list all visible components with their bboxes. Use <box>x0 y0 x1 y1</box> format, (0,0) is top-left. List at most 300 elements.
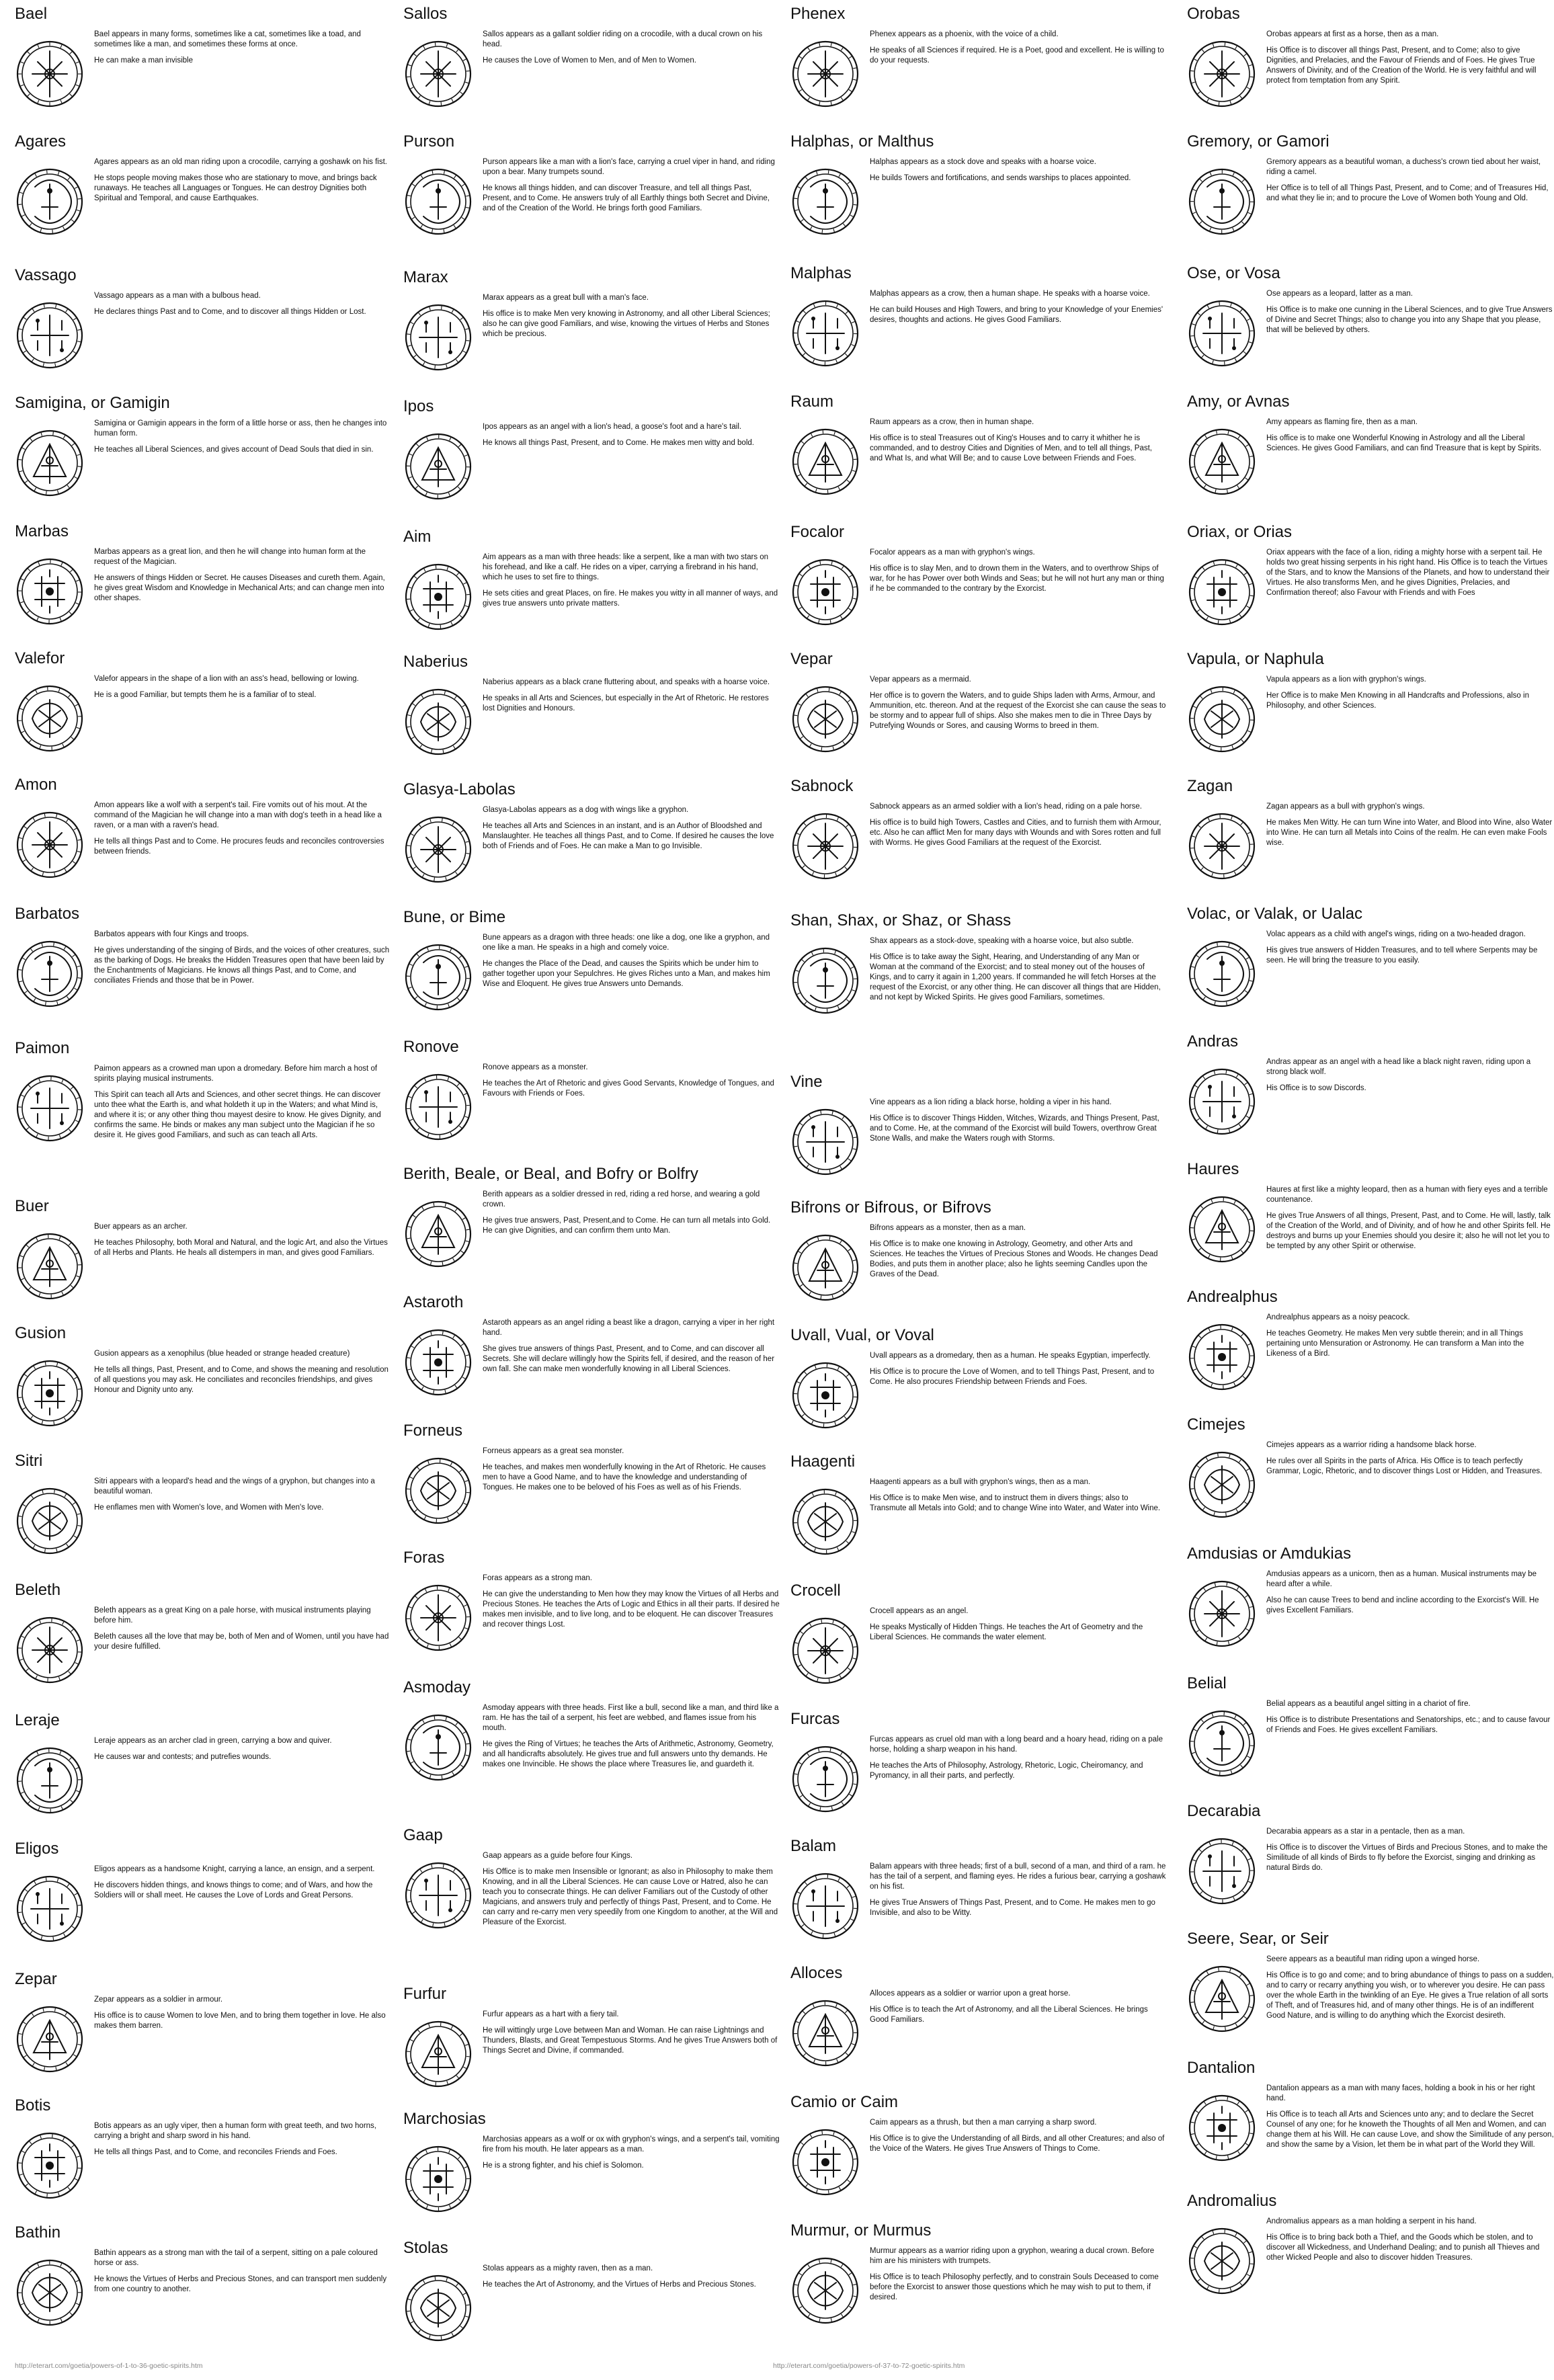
spirit-description <box>870 417 1167 464</box>
seal-icon <box>790 946 860 1016</box>
spirit-description <box>94 291 391 317</box>
seal-icon <box>1187 1836 1257 1906</box>
spirit-name: Stolas <box>403 2239 448 2257</box>
description-paragraph: Asmoday appears with three heads. First like a bull, second like a man, and third like a ram. He has the tail of a serpent, his feet are webbed, and flames issue from his mouth. <box>483 1704 779 1732</box>
spirit-name: Amy, or Avnas <box>1187 393 1290 411</box>
description-paragraph: His Office is to go and come; and to bring abundance of things to pass on a sudden, and to carry or recarry anything you wish, or to wherever you desire. He can pass over the whole Earth in the twinkling of an Eye. He gives a True relation of all sorts of Theft, and of Treasures hid, and of many other things. He is of an indifferent Good Nature, and is willing to do anything which the Exorcist desireth. <box>1266 1971 1554 2020</box>
spirit-name: Barbatos <box>15 905 80 923</box>
description-paragraph: Also he can cause Trees to bend and incline according to the Exorcist's Will. He gives Excellent Familiars. <box>1266 1596 1539 1614</box>
spirit-entry <box>790 1072 1167 1150</box>
spirit-name: Alloces <box>790 1964 843 1982</box>
spirit-entry <box>790 1963 1167 2031</box>
spirit-name: Camio or Caim <box>790 2093 899 2111</box>
spirit-entry <box>790 1709 1167 1787</box>
description-paragraph: His Office is to teach all Arts and Sciences unto any; and to declare the Secret Counsel of any one; for he knoweth the Thoughts of all Men and Women, and can change them at his Will. He can cause Love, and show the Similitude of any person, and show the same by a Vision, let them be in what part of the World they Will. <box>1266 2110 1554 2149</box>
description-paragraph: Glasya-Labolas appears as a dog with wings like a gryphon. <box>483 806 689 814</box>
description-paragraph: He knows the Virtues of Herbs and Precious Stones, and can transport men suddenly from one country to another. <box>94 2275 387 2293</box>
spirit-description <box>870 1735 1167 1781</box>
spirit-name: Vine <box>790 1073 823 1091</box>
spirit-entry <box>403 2109 780 2177</box>
spirit-entry <box>403 1984 780 2062</box>
description-paragraph: Sitri appears with a leopard's head and the wings of a gryphon, but changes into a beautiful woman. <box>94 1477 375 1495</box>
description-paragraph: Ronove appears as a monster. <box>483 1063 588 1071</box>
description-paragraph: Marbas appears as a great lion, and then he will change into human form at the request of the Magician. <box>94 548 366 566</box>
description-paragraph: Beleth causes all the love that may be, both of Men and of Women, until you have had your desire fulfilled. <box>94 1633 389 1651</box>
seal-icon <box>403 1860 473 1930</box>
spirit-name: Gremory, or Gamori <box>1187 132 1330 151</box>
spirit-description <box>94 1477 391 1513</box>
spirit-description <box>483 2010 780 2056</box>
spirit-description <box>870 1223 1167 1280</box>
description-paragraph: Dantalion appears as a man with many faces, holding a book in his or her right hand. <box>1266 2084 1535 2102</box>
description-paragraph: He tells all things Past, and to Come, and reconciles Friends and Foes. <box>94 2148 337 2156</box>
description-paragraph: He enflames men with Women's love, and Women with Men's love. <box>94 1504 324 1512</box>
spirit-description <box>1266 289 1554 335</box>
spirit-name: Vepar <box>790 650 833 668</box>
spirit-entry <box>1187 4 1554 92</box>
spirit-entry <box>1187 1159 1554 1258</box>
spirit-description <box>870 1862 1167 1918</box>
description-paragraph: He gives the Ring of Virtues; he teaches the Arts of Arithmetic, Astronomy, Geometry, and all handicrafts absolutely. He gives true and full answers unto thy demands. He makes one Invincible. He shows the place where Treasures lie, and guardeth it. <box>483 1740 774 1768</box>
description-paragraph: She gives true answers of things Past, Present, and to Come, and can discover all Secrets. She will declare willingly how the Spirits fell, if desired, and the reason of her own fall. She can make men wonderfully knowing in all Liberal Sciences. <box>483 1345 775 1373</box>
spirit-description <box>94 30 391 66</box>
spirit-name: Marax <box>403 268 448 286</box>
spirit-description <box>94 674 391 700</box>
spirit-description <box>94 1606 391 1652</box>
spirit-entry <box>15 1038 391 1147</box>
description-paragraph: Sabnock appears as an armed soldier with a lion's head, riding on a pale horse. <box>870 803 1142 811</box>
spirit-entry <box>15 2096 391 2164</box>
spirit-entry <box>15 1451 391 1519</box>
description-paragraph: Uvall appears as a dromedary, then as a human. He speaks Egyptian, imperfectly. <box>870 1352 1151 1360</box>
spirit-name: Foras <box>403 1549 445 1567</box>
description-paragraph: Beleth appears as a great King on a pale horse, with musical instruments playing before him. <box>94 1606 371 1625</box>
spirit-description <box>483 678 780 714</box>
seal-icon <box>1187 427 1257 497</box>
seal-icon <box>403 1327 473 1397</box>
spirit-description <box>870 2246 1167 2303</box>
spirit-entry <box>1187 904 1554 972</box>
spirit-name: Marbas <box>15 522 69 540</box>
spirit-description <box>870 1606 1167 1643</box>
spirit-name: Shan, Shax, or Shaz, or Shass <box>790 911 1012 930</box>
description-paragraph: His Office is to make one knowing in Astrology, Geometry, and other Arts and Sciences. He teaches the Virtues of Precious Stones and Woods. He changes Dead Bodies, and puts them in another place; also he lights seeming Candles upon the Graves of the Dead. <box>870 1240 1158 1278</box>
spirit-description <box>1266 157 1554 204</box>
spirit-entry <box>403 1164 780 1242</box>
description-paragraph: Agares appears as an old man riding upon a crocodile, carrying a goshawk on his fist. <box>94 158 387 166</box>
spirit-name: Murmur, or Murmus <box>790 2221 932 2240</box>
spirit-entry <box>1187 1415 1554 1483</box>
description-paragraph: He teaches Philosophy, both Moral and Natural, and the logic Art, and also the Virtues of all Herbs and Plants. He heals all distempers in man, and gives good Familiars. <box>94 1239 388 1257</box>
spirit-name: Agares <box>15 132 67 151</box>
seal-icon <box>403 2019 473 2089</box>
description-paragraph: Barbatos appears with four Kings and troops. <box>94 930 249 938</box>
description-paragraph: Raum appears as a crow, then in human shape. <box>870 418 1034 426</box>
description-paragraph: Amdusias appears as a unicorn, then as a human. Musical instruments may be heard after a while. <box>1266 1570 1537 1588</box>
spirit-description <box>1266 802 1554 848</box>
seal-icon <box>403 167 473 237</box>
seal-icon <box>403 687 473 757</box>
description-paragraph: Marax appears as a great bull with a man's face. <box>483 294 649 302</box>
spirit-entry <box>403 1678 780 1776</box>
description-paragraph: His Office is to distribute Presentations and Senatorships, etc.; and to cause favour of Friends and Foes. He gives excellent Familiars. <box>1266 1716 1551 1734</box>
description-paragraph: His Office is to discover all things Past, Present, and to Come; also to give Dignities, and Prelacies, and the Favour of Friends and of Foes. He gives True Answers of Divinity, and of the Creation of the World. He is very faithful and will protect from temptation from any Spirit. <box>1266 46 1537 85</box>
description-paragraph: Focalor appears as a man with gryphon's wings. <box>870 548 1035 557</box>
spirit-entry <box>15 1580 391 1658</box>
spirit-description <box>870 1098 1167 1144</box>
spirit-description <box>483 1703 780 1770</box>
spirit-entry <box>15 1839 391 1907</box>
spirit-entry <box>790 522 1167 600</box>
column-3 <box>790 0 1167 2380</box>
seal-icon <box>790 1360 860 1430</box>
seal-icon <box>1187 684 1257 754</box>
spirit-name: Halphas, or Malthus <box>790 132 934 151</box>
description-paragraph: Vine appears as a lion riding a black horse, holding a viper in his hand. <box>870 1098 1112 1106</box>
spirit-name: Volac, or Valak, or Ualac <box>1187 905 1363 923</box>
description-paragraph: He tells all things Past and to Come. He procures feuds and reconciles controversies between friends. <box>94 837 384 856</box>
seal-icon <box>403 302 473 372</box>
seal-icon <box>790 2127 860 2197</box>
seal-icon <box>1187 1067 1257 1137</box>
spirit-description <box>94 2248 391 2295</box>
spirit-entry <box>403 527 780 615</box>
description-paragraph: Bael appears in many forms, sometimes like a cat, sometimes like a toad, and sometimes like a man, and sometimes these forms at once. <box>94 30 361 48</box>
spirit-entry <box>15 132 391 210</box>
description-paragraph: Aim appears as a man with three heads: like a serpent, like a man with two stars on his forehead, and like a calf. He rides on a viper, carrying a firebrand in his hand, which he uses to set fire to things. <box>483 553 769 581</box>
seal-icon <box>790 167 860 237</box>
description-paragraph: Leraje appears as an archer clad in green, carrying a bow and quiver. <box>94 1737 332 1745</box>
description-paragraph: Her office is to govern the Waters, and to guide Ships laden with Arms, Armour, and Ammunition, etc. thereon. And at the request of the Exorcist she can cause the seas to be stormy and to appear full of ships. Also she makes men to die in Three Days by Putrefying Wounds or Sores, and causing Worms to breed in them. <box>870 692 1166 730</box>
spirit-entry <box>15 649 391 706</box>
spirit-description <box>870 1477 1167 1514</box>
description-paragraph: Paimon appears as a crowned man upon a dromedary. Before him march a host of spirits playing musical instruments. <box>94 1065 378 1083</box>
description-paragraph: Vapula appears as a lion with gryphon's wings. <box>1266 675 1426 684</box>
spirit-description <box>1266 1057 1554 1094</box>
seal-icon <box>1187 167 1257 237</box>
spirit-description <box>1266 675 1554 711</box>
seal-icon <box>403 2273 473 2343</box>
spirit-description <box>1266 1185 1554 1251</box>
spirit-entry <box>790 1325 1167 1393</box>
spirit-description <box>870 289 1167 325</box>
seal-icon <box>1187 1579 1257 1649</box>
description-paragraph: He will wittingly urge Love between Man and Woman. He can raise Lightnings and Thunders, Blasts, and Great Tempestuous Storms. And he gives True Answers both of Things Secret and Divine, if commanded. <box>483 2026 778 2055</box>
spirit-name: Astaroth <box>403 1293 464 1311</box>
spirit-name: Malphas <box>790 264 852 282</box>
seal-icon <box>403 39 473 109</box>
spirit-entry <box>1187 1674 1554 1741</box>
description-paragraph: Her Office is to tell of all Things Past, Present, and to Come; and of Treasures Hid, and what they lie in; and to procure the Love of Women both Young and Old. <box>1266 184 1549 202</box>
spirit-entry <box>15 1323 391 1401</box>
spirit-entry <box>15 1969 391 2037</box>
description-paragraph: He gives True Answers of all things, Present, Past, and to Come. He will, lastly, talk of the Creation of the World, and of Divinity, and of how he and other Spirits fell. He destroys and burns up your Enemies should you desire it; also he will not let you to be tempted by any other Spirit or otherwise. <box>1266 1212 1551 1250</box>
spirit-entry <box>1187 522 1554 604</box>
description-paragraph: Purson appears like a man with a lion's face, carrying a cruel viper in hand, and riding upon a bear. Many trumpets sound. <box>483 158 775 176</box>
seal-icon <box>15 939 85 1009</box>
description-paragraph: Decarabia appears as a star in a pentacle, then as a man. <box>1266 1828 1465 1836</box>
seal-icon <box>15 167 85 237</box>
spirit-name: Crocell <box>790 1582 841 1600</box>
spirit-entry <box>403 268 780 345</box>
spirit-description <box>94 2121 391 2158</box>
spirit-name: Purson <box>403 132 455 151</box>
spirit-name: Vapula, or Naphula <box>1187 650 1324 668</box>
spirit-description <box>870 157 1167 183</box>
description-paragraph: He speaks Mystically of Hidden Things. He teaches the Art of Geometry and the Liberal Sciences. He commands the water element. <box>870 1623 1143 1641</box>
spirit-description <box>1266 930 1554 966</box>
seal-icon <box>403 1456 473 1526</box>
seal-icon <box>1187 557 1257 627</box>
seal-icon <box>790 1998 860 2068</box>
spirit-entry <box>403 1292 780 1381</box>
spirit-entry <box>15 2223 391 2301</box>
seal-icon <box>15 428 85 498</box>
seal-icon <box>790 1744 860 1814</box>
seal-icon <box>403 562 473 632</box>
seal-icon <box>15 1746 85 1815</box>
spirit-entry <box>1187 263 1554 341</box>
seal-icon <box>1187 1322 1257 1392</box>
description-paragraph: His office is to make Men very knowing in Astronomy, and all other Liberal Sciences; also he can give good Familiars, and wise, knowing the virtues of Herbs and Stones which be precious. <box>483 310 770 338</box>
description-paragraph: He tells all things, Past, Present, and to Come, and shows the meaning and resolution of all questions you may ask. He conciliates and reconciles friendships, and gives Honour and Dignity unto any. <box>94 1366 388 1394</box>
description-paragraph: Amon appears like a wolf with a serpent's tail. Fire vomits out of his mout. At the command of the Magician he will change into a man with dog's teeth in a head like a raven, or a man with a raven's head. <box>94 801 382 829</box>
description-paragraph: Ipos appears as an angel with a lion's head, a goose's foot and a hare's tail. <box>483 423 742 431</box>
spirit-entry <box>790 1581 1167 1649</box>
spirit-entry <box>1187 1544 1554 1622</box>
spirit-description <box>1266 417 1554 454</box>
seal-icon <box>790 684 860 754</box>
spirit-description <box>483 552 780 609</box>
spirit-entry <box>790 4 1167 72</box>
seal-icon <box>1187 2093 1257 2163</box>
description-paragraph: His Office is to make one cunning in the Liberal Sciences, and to give True Answers of Divine and Secret Things; also to change you into any Shape that you please, that will be believed by others. <box>1266 306 1553 334</box>
description-paragraph: Zagan appears as a bull with gryphon's wings. <box>1266 803 1425 811</box>
seal-icon <box>15 1073 85 1143</box>
description-paragraph: He answers of things Hidden or Secret. He causes Diseases and cureth them. Again, he gives great Wisdom and Knowledge in Mechanical Arts; and can change men into other shapes. <box>94 574 385 602</box>
spirit-name: Zagan <box>1187 777 1233 795</box>
spirit-description <box>1266 1313 1554 1359</box>
spirit-name: Furcas <box>790 1710 840 1728</box>
description-paragraph: Eligos appears as a handsome Knight, carrying a lance, an ensign, and a serpent. <box>94 1865 375 1873</box>
description-paragraph: Haagenti appears as a bull with gryphon's wings, then as a man. <box>870 1478 1091 1486</box>
spirit-description <box>1266 2084 1554 2150</box>
description-paragraph: His Office is to give the Understanding of all Birds, and all other Creatures; and also of the Voice of the Waters. He gives True Answers of Things to Come. <box>870 2135 1165 2153</box>
description-paragraph: Furcas appears as cruel old man with a long beard and a hoary head, riding on a pale horse, holding a sharp weapon in his hand. <box>870 1735 1163 1754</box>
description-paragraph: His Office is to make men Insensible or Ignorant; as also in Philosophy to make them Knowing, and in all the Liberal Sciences. He can cause Love or Hatred, also he can teach you to consecrate things. He can deliver Familiars out of the Custody of other Magicians, and answers truly and perfectly of things Past, Present, and to Come. He can carry and re-carry men very speedily from one Kingdom to another, at the Will and Pleasure of the Exorcist. <box>483 1868 778 1926</box>
spirit-entry <box>403 907 780 995</box>
spirit-name: Aim <box>403 528 432 546</box>
spirit-entry <box>403 4 780 72</box>
description-paragraph: Stolas appears as a mighty raven, then as a man. <box>483 2264 653 2272</box>
spirit-entry <box>1187 1032 1554 1100</box>
spirit-description <box>870 548 1167 594</box>
spirit-entry <box>1187 1929 1554 2027</box>
seal-icon <box>15 557 85 626</box>
description-paragraph: He teaches the Art of Astronomy, and the Virtues of Herbs and Precious Stones. <box>483 2281 756 2289</box>
description-paragraph: His Office is to bring back both a Thief, and the Goods which be stolen, and to discover all Wickedness, and Underhand Dealing; and to punish all Thieves and other Wicked People and also to discover hidden Treasures. <box>1266 2233 1540 2262</box>
spirit-entry <box>790 911 1167 1009</box>
description-paragraph: He teaches the Art of Rhetoric and gives Good Servants, Knowledge of Tongues, and Favours with Friends or Foes. <box>483 1079 774 1098</box>
spirit-name: Andras <box>1187 1032 1239 1051</box>
spirit-description <box>870 2118 1167 2154</box>
description-paragraph: His Office is to discover Things Hidden, Witches, Wizards, and Things Present, Past, and to Come. He, at the command of the Exorcist will build Towers, overthrow Great Stone Walls, and make the Waters rough with Storms. <box>870 1114 1159 1143</box>
description-paragraph: Bune appears as a dragon with three heads: one like a dog, one like a gryphon, and one like a man. He speaks in a high and comely voice. <box>483 934 770 952</box>
description-paragraph: Crocell appears as an angel. <box>870 1607 969 1615</box>
description-paragraph: He teaches the Arts of Philosophy, Astrology, Rhetoric, Logic, Cheiromancy, and Pyromancy, in all their parts, and perfectly. <box>870 1762 1143 1780</box>
description-paragraph: Belial appears as a beautiful angel sitting in a chariot of fire. <box>1266 1700 1471 1708</box>
spirit-entry <box>15 1711 391 1768</box>
spirit-entry <box>1187 2191 1554 2269</box>
description-paragraph: Bathin appears as a strong man with the tail of a serpent, sitting on a pale coloured horse or ass. <box>94 2249 378 2267</box>
spirit-name: Decarabia <box>1187 1802 1261 1820</box>
spirit-description <box>1266 1699 1554 1735</box>
seal-icon <box>403 815 473 885</box>
description-paragraph: He gives understanding of the singing of Birds, and the voices of other creatures, such as the barking of Dogs. He breaks the Hidden Treasures open that have been laid by the Enchantments of Magicians. He knows all things Past, and to Come, and conciliates Friends and those that be in Power. <box>94 946 390 985</box>
description-paragraph: Oriax appears with the face of a lion, riding a mighty horse with a serpent tail. He holds two great hissing serpents in his right hand. His Office is to teach the Virtues of the Stars, and to know the Mansions of the Planets, and how to understand their Virtues. He also transforms Men, and he gives Dignities, Prelacies, and Confirmation thereof; also Favour with Friends and with Foes <box>1266 548 1550 597</box>
spirit-entry <box>403 1421 780 1499</box>
spirit-name: Amon <box>15 776 57 794</box>
description-paragraph: Gaap appears as a guide before four Kings. <box>483 1852 633 1860</box>
description-paragraph: He makes Men Witty. He can turn Wine into Water, and Blood into Wine, also Water into Wine. He can turn all Metals into Coins of the realm. He can even make Fools wise. <box>1266 819 1553 847</box>
spirit-name: Sitri <box>15 1452 43 1470</box>
spirit-description <box>483 2135 780 2171</box>
description-paragraph: Amy appears as flaming fire, then as a man. <box>1266 418 1418 426</box>
spirit-description <box>870 1989 1167 2025</box>
spirit-description <box>483 933 780 989</box>
spirit-description <box>483 1573 780 1630</box>
description-paragraph: Murmur appears as a warrior riding upon a gryphon, wearing a ducal crown. Before him are his ministers with trumpets. <box>870 2247 1155 2265</box>
description-paragraph: Seere appears as a beautiful man riding upon a winged horse. <box>1266 1955 1480 1963</box>
description-paragraph: Botis appears as an ugly viper, then a human form with great teeth, and two horns, carrying a bright and sharp sword in his hand. <box>94 2122 376 2140</box>
description-paragraph: He causes war and contests; and putrefies wounds. <box>94 1753 272 1761</box>
description-paragraph: Orobas appears at first as a horse, then as a man. <box>1266 30 1439 38</box>
description-paragraph: Her Office is to make Men Knowing in all Handcrafts and Professions, also in Philosophy, and other Sciences. <box>1266 692 1529 710</box>
seal-icon <box>790 298 860 368</box>
spirit-name: Asmoday <box>403 1678 471 1696</box>
spirit-entry <box>15 265 391 323</box>
description-paragraph: He can build Houses and High Towers, and bring to your Knowledge of your Enemies' desires, thoughts and actions. He gives Good Familiars. <box>870 306 1163 324</box>
spirit-description <box>1266 1440 1554 1477</box>
description-paragraph: He causes the Love of Women to Men, and of Men to Women. <box>483 56 696 65</box>
description-paragraph: Buer appears as an archer. <box>94 1223 188 1231</box>
description-paragraph: He teaches, and makes men wonderfully knowing in the Art of Rhetoric. He causes men to have a Good Name, and to have the knowledge and understanding of Tongues. He makes one to be beloved of his Foes as well as of his Friends. <box>483 1463 766 1491</box>
description-paragraph: Ose appears as a leopard, latter as a man. <box>1266 290 1413 298</box>
spirit-description <box>483 1063 780 1099</box>
seal-icon <box>15 1358 85 1428</box>
spirit-description <box>483 805 780 852</box>
description-paragraph: His Office is to teach the Art of Astronomy, and all the Liberal Sciences. He brings Good Familiars. <box>870 2006 1148 2024</box>
description-paragraph: He changes the Place of the Dead, and causes the Spirits which be under him to gather together upon your Sepulchres. He gives Riches unto a Man, and makes him Wise and Eloquent. He gives true Answers unto Demands. <box>483 960 770 988</box>
description-paragraph: He sets cities and great Places, on fire. He makes you witty in all manner of ways, and gives true answers unto private matters. <box>483 589 778 608</box>
spirit-entry <box>1187 132 1554 210</box>
spirit-entry <box>403 780 780 858</box>
seal-icon <box>403 1713 473 1782</box>
spirit-description <box>483 293 780 339</box>
spirit-name: Ipos <box>403 397 434 415</box>
description-paragraph: Forneus appears as a great sea monster. <box>483 1447 624 1455</box>
seal-icon <box>15 1615 85 1685</box>
description-paragraph: He rules over all Spirits in the parts of Africa. His Office is to teach perfectly Grammar, Logic, Rhetoric, and to discover things Lost or Hidden, and Treasures. <box>1266 1457 1543 1475</box>
description-paragraph: Berith appears as a soldier dressed in red, riding a red horse, and wearing a gold crown. <box>483 1190 760 1208</box>
spirit-entry <box>790 1198 1167 1286</box>
seal-icon <box>1187 939 1257 1009</box>
seal-icon <box>403 432 473 501</box>
seal-icon <box>403 1199 473 1269</box>
description-paragraph: He gives True Answers of Things Past, Present, and to Come. He makes men to go Invisible, and also to be Witty. <box>870 1899 1155 1917</box>
description-paragraph: Alloces appears as a soldier or warrior upon a great horse. <box>870 1989 1071 1998</box>
spirit-entry <box>15 522 391 610</box>
spirit-name: Bael <box>15 5 48 23</box>
spirit-description <box>1266 1569 1554 1616</box>
seal-icon <box>1187 1450 1257 1520</box>
spirit-name: Marchosias <box>403 2110 486 2128</box>
seal-icon <box>1187 298 1257 368</box>
spirit-description <box>94 1736 391 1762</box>
description-paragraph: He speaks in all Arts and Sciences, but especially in the Art of Rhetoric. He restores lost Dignities and Honours. <box>483 694 769 712</box>
spirit-description <box>94 1349 391 1395</box>
spirit-entry <box>403 397 780 454</box>
footer-url-right[interactable]: http://eterart.com/goetia/powers-of-37-to-72-goetic-spirits.htm <box>773 2362 965 2370</box>
seal-icon <box>790 1616 860 1686</box>
spirit-name: Furfur <box>403 1985 447 2003</box>
seal-icon <box>1187 2226 1257 2296</box>
spirit-entry <box>15 1196 391 1264</box>
spirit-name: Eligos <box>15 1840 59 1858</box>
spirit-name: Buer <box>15 1197 49 1215</box>
footer-url-left[interactable]: http://eterart.com/goetia/powers-of-1-to-36-goetic-spirits.htm <box>15 2362 203 2370</box>
seal-icon <box>1187 811 1257 881</box>
description-paragraph: His office is to cause Women to love Men, and to bring them together in love. He also makes them barren. <box>94 2012 386 2030</box>
spirit-name: Beleth <box>15 1581 61 1599</box>
spirit-name: Vassago <box>15 266 77 284</box>
description-paragraph: His Office is to discover the Virtues of Birds and Precious Stones, and to make the Similitude of all kinds of Birds to fly before the Exorcist, singing and drinking as natural Birds do. <box>1266 1844 1548 1872</box>
spirit-name: Leraje <box>15 1711 60 1729</box>
description-paragraph: His Office is to sow Discords. <box>1266 1084 1366 1092</box>
spirit-description <box>483 157 780 214</box>
description-paragraph: This Spirit can teach all Arts and Sciences, and other secret things. He can discover unto thee what the Earth is, and what holdeth it up in the Waters; and what Mind is, and where it is; or any other thing thou mayest desire to know. He gives Dignity, and confirms the same. He binds or makes any man subject unto the Magician if he so desire it. He gives good Familiars, and such as can teach all Arts. <box>94 1091 381 1139</box>
spirit-entry <box>403 1037 780 1105</box>
spirit-name: Raum <box>790 393 834 411</box>
spirit-name: Glasya-Labolas <box>403 780 516 798</box>
description-paragraph: His office is to make one Wonderful Knowing in Astrology and all the Liberal Sciences. He gives Good Familiars, and can find Treasure that is kept by Spirits. <box>1266 434 1542 452</box>
description-paragraph: His office is to steal Treasures out of King's Houses and to carry it whither he is commanded, and to destroy Cities and Dignities of Men, and to tell all things, Past, and What Is, and what Will Be; and to cause Love between Friends and Foes. <box>870 434 1152 462</box>
seal-icon <box>790 39 860 109</box>
spirit-name: Berith, Beale, or Beal, and Bofry or Bolfry <box>403 1165 698 1183</box>
spirit-description <box>94 801 391 857</box>
description-paragraph: He teaches all Arts and Sciences in an instant, and is an Author of Bloodshed and Manslaughter. He teaches all things Past, and to Come. If desired he causes the love both of Friends and of Foes. He can make a Man to go Invisible. <box>483 822 774 850</box>
spirit-name: Bathin <box>15 2223 61 2242</box>
seal-icon <box>15 1231 85 1301</box>
description-paragraph: Naberius appears as a black crane fluttering about, and speaks with a hoarse voice. <box>483 678 770 686</box>
description-paragraph: Sallos appears as a gallant soldier riding on a crocodile, with a ducal crown on his head. <box>483 30 763 48</box>
description-paragraph: Balam appears with three heads; first of a bull, second of a man, and third of a ram. he has the tail of a serpent, and flaming eyes. He rides a furious bear, carrying a goshawk on his fist. <box>870 1862 1166 1891</box>
spirit-description <box>94 1995 391 2031</box>
seal-icon <box>15 684 85 753</box>
description-paragraph: Caim appears as a thrush, but then a man carrying a sharp sword. <box>870 2119 1097 2127</box>
spirit-entry <box>790 776 1167 854</box>
description-paragraph: He teaches Geometry. He makes Men very subtle therein; and in all Things pertaining unto Mensuration or Astronomy. He can transform a Man into the Likeness of a Bird. <box>1266 1329 1524 1358</box>
spirit-entry <box>790 263 1167 331</box>
spirit-name: Sallos <box>403 5 448 23</box>
seal-icon <box>1187 39 1257 109</box>
description-paragraph: Haures at first like a mighty leopard, then as a human with fiery eyes and a terrible countenance. <box>1266 1186 1548 1204</box>
spirit-description <box>1266 1827 1554 1873</box>
spirit-name: Dantalion <box>1187 2059 1256 2077</box>
spirit-name: Andrealphus <box>1187 1288 1278 1306</box>
spirit-name: Gusion <box>15 1324 67 1342</box>
spirit-entry <box>790 1836 1167 1924</box>
